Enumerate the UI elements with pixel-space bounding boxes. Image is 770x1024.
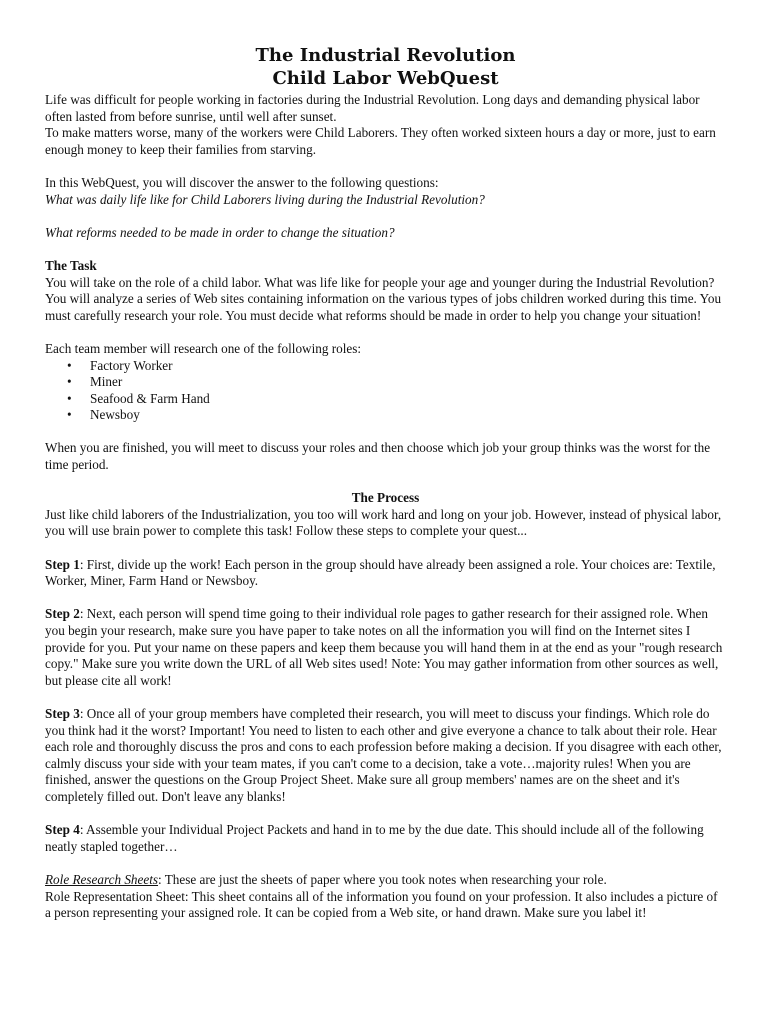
bullet-icon: • <box>67 390 72 406</box>
roles-list <box>45 358 726 424</box>
role-label: Miner <box>90 374 123 390</box>
step-label: Step 1 <box>45 556 80 572</box>
bullet-icon: • <box>67 357 72 373</box>
step-text: : First, divide up the work! Each person in the group should have already been assigned a role. Your choices are: Textile, Worker, Miner, Farm Hand or Newsboy. <box>45 556 716 589</box>
roles-intro: Each team member will research one of the following roles: <box>45 340 362 356</box>
step-text: : Assemble your Individual Project Packets and hand in to me by the due date. This should include all of the following neatly stapled together… <box>45 822 704 854</box>
questions-intro: In this WebQuest, you will discover the answer to the following questions: <box>45 174 439 190</box>
role-label: Factory Worker <box>90 357 173 373</box>
task-paragraph: You will take on the role of a child labor. What was life like for people your age and younger during the Industrial Revolution? You will analyze a series of Web sites containing information on the various types of jobs children worked during this time. You must carefully research your role. You must decide what reforms should be made in order to help you change your situation! <box>45 274 722 323</box>
intro-paragraph-2: To make matters worse, many of the workers were Child Laborers. They often worked sixteen hours a day or more, just to earn enough money to keep their families from starving. <box>45 125 716 157</box>
task-conclusion: When you are finished, you will meet to discuss your roles and then choose which job your group thinks was the worst for the time period. <box>45 440 711 473</box>
process-heading: The Process <box>351 490 420 506</box>
role-label: Seafood & Farm Hand <box>90 390 210 406</box>
task-heading: The Task <box>45 257 97 273</box>
process-intro: Just like child laborers of the Industrialization, you too will work hard and long on your job. However, instead of physical labor, you will use brain power to complete this task! Follow these steps to complete your quest... <box>45 506 722 539</box>
list-item <box>67 407 726 424</box>
step-1 <box>45 557 726 590</box>
step-3 <box>45 706 726 806</box>
role-representation-sheet: Role Representation Sheet: This sheet contains all of the information you found on your profession. It also includes a picture of a person representing your assigned role. It can be copied from a Web site, or hand drawn. Make sure you label it! <box>45 888 718 921</box>
step-2 <box>45 606 726 689</box>
title-line-2: Child Labor WebQuest <box>272 68 499 89</box>
step-label: Step 4 <box>45 822 80 838</box>
role-research-sheets <box>45 872 726 889</box>
step-4 <box>45 822 726 855</box>
role-label: Newsboy <box>90 407 140 423</box>
list-item <box>67 374 726 391</box>
list-item <box>67 391 726 408</box>
question-1: What was daily life like for Child Laborers living during the Industrial Revolution? <box>45 191 485 207</box>
step-label: Step 3 <box>45 705 80 721</box>
intro-paragraph-1: Life was difficult for people working in factories during the Industrial Revolution. Long days and demanding physical labor often lasted from before sunrise, until well after sunset. <box>45 92 700 124</box>
title-line-1: The Industrial Revolution <box>255 45 516 66</box>
question-2: What reforms needed to be made in order to change the situation? <box>45 224 395 240</box>
list-item <box>67 358 726 375</box>
research-sheets-label: Role Research Sheets <box>45 871 159 887</box>
step-label: Step 2 <box>45 606 80 622</box>
document-title <box>45 44 726 90</box>
bullet-icon: • <box>67 407 72 423</box>
step-text: : Once all of your group members have completed their research, you will meet to discuss your findings. Which role do you think had it the worst? Important! You need to listen to each other and give everyone a chance to talk about their role. Hear each role and thoroughly discuss the pros and cons to each profession before making a decision. If you disagree with each other, calmly discuss your side with your team mates, if you can't come to a decision, take a vote…majority rules! When you are finished, answer the questions on the Group Project Sheet. Make sure all group members' names are on the sheet and it's completely filled out. Don't leave any blanks! <box>45 705 722 804</box>
research-sheets-text: : These are just the sheets of paper where you took notes when researching your role. <box>158 871 607 887</box>
step-text: : Next, each person will spend time going to their individual role pages to gather research for their assigned role. When you begin your research, make sure you have paper to take notes on all the information you will find on the Internet sites I provide for you. Put your name on these papers and keep them because you will hand them in at the end as your "rough research copy." Make sure you write down the URL of all Web sites used! Note: You may gather information from other sources as well, but please cite all work! <box>45 606 723 688</box>
bullet-icon: • <box>67 374 72 390</box>
